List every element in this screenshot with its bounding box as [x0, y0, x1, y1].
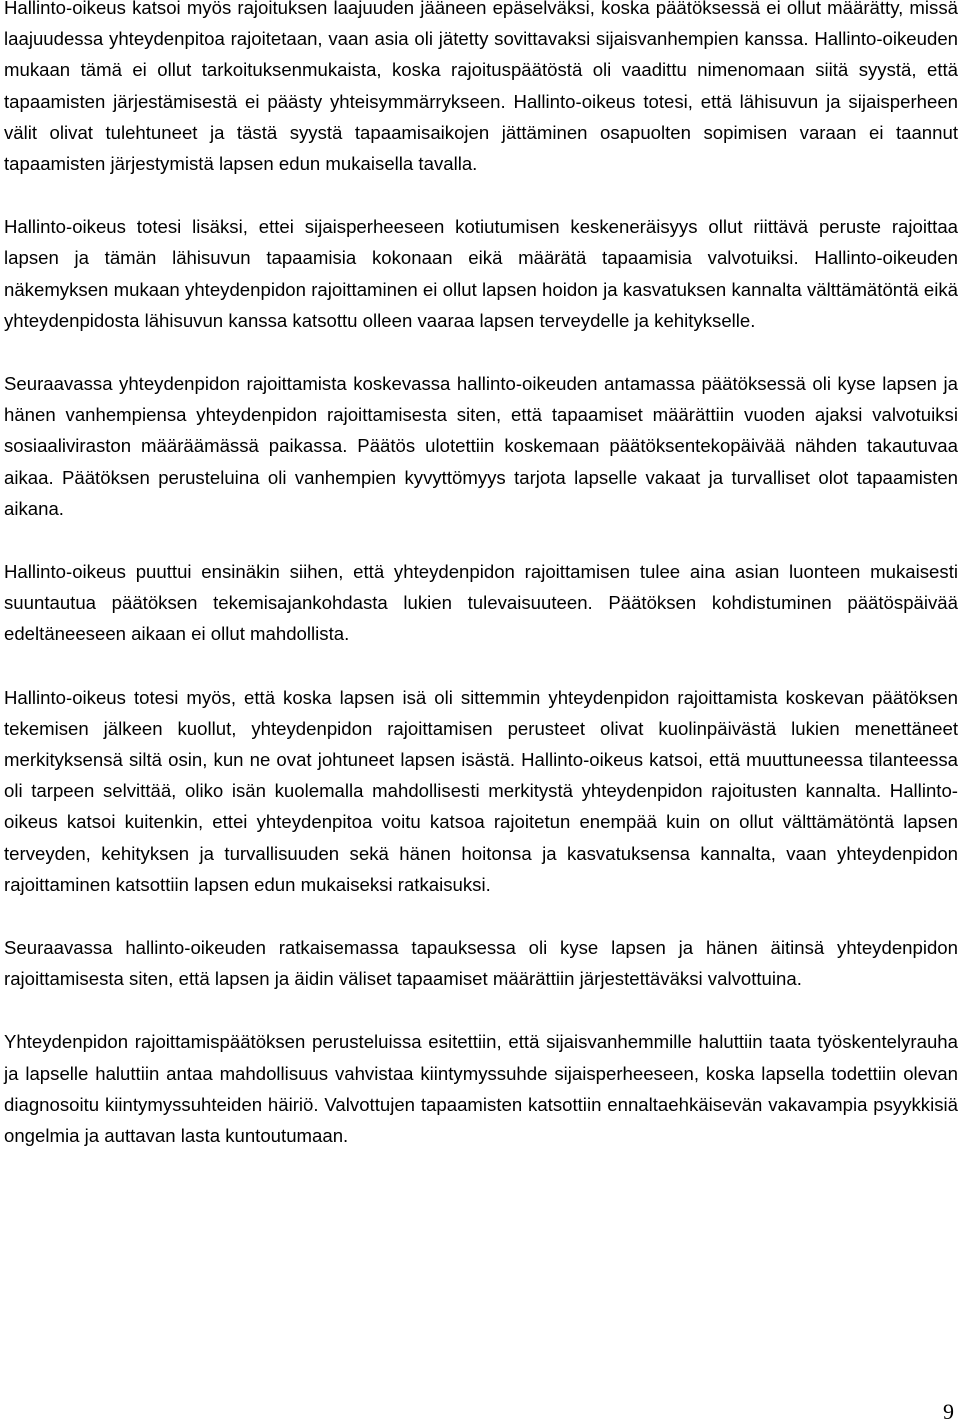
paragraph-7: Yhteydenpidon rajoittamispäätöksen perusteluissa esitettiin, että sijaisvanhemmille haluttiin taata työskentelyrauha ja lapselle haluttiin antaa mahdollisuus vahvistaa kiintymyssuhde sijaisperheeseen, koska lapsella todettiin olevan diagnosoitu kiintymyssuhteiden häiriö. Valvottujen tapaamisten katsottiin ennaltaehkäisevän vakavampia psyykkisiä ongelmia ja auttavan lasta kuntoutumaan.: [4, 1031, 958, 1147]
paragraph-6: Seuraavassa hallinto-oikeuden ratkaisemassa tapauksessa oli kyse lapsen ja hänen äitinsä yhteydenpidon rajoittamisesta siten, että lapsen ja äidin väliset tapaamiset määrättiin järjestettäväksi valvottuina.: [4, 937, 958, 990]
paragraph-3: Seuraavassa yhteydenpidon rajoittamista koskevassa hallinto-oikeuden antamassa päätöksessä oli kyse lapsen ja hänen vanhempiensa yhteydenpidon rajoittamisesta siten, että tapaamiset määrättiin vuoden ajaksi valvotuiksi sosiaaliviraston määräämässä paikassa. Päätös ulotettiin koskemaan päätöksentekopäivää nähden takautuvaa aikaa. Päätöksen perusteluina oli vanhempien kyvyttömyys tarjota lapselle vakaat ja turvalliset olot tapaamisten aikana.: [4, 373, 958, 519]
page-number: 9: [943, 1399, 954, 1424]
paragraph-4: Hallinto-oikeus puuttui ensinäkin siihen, että yhteydenpidon rajoittamisen tulee aina asian luonteen mukaisesti suuntautua päätöksen tekemisajankohdasta lukien tulevaisuuteen. Päätöksen kohdistuminen päätöspäivää edeltäneeseen aikaan ei ollut mahdollista.: [4, 561, 958, 645]
document-page: [4, 0, 958, 1183]
paragraph-2: Hallinto-oikeus totesi lisäksi, ettei sijaisperheeseen kotiutumisen keskeneräisyys ollut riittävä peruste rajoittaa lapsen ja tämän lähisuvun tapaamisia kokonaan eikä määrätä tapaamisia valvotuiksi. Hallinto-oikeuden näkemyksen mukaan yhteydenpidon rajoittaminen ei ollut lapsen hoidon ja kasvatuksen kannalta välttämätöntä eikä yhteydenpidosta lähisuvun kanssa katsottu olleen vaaraa lapsen terveydelle ja kehitykselle.: [4, 216, 958, 331]
paragraph-1: Hallinto-oikeus katsoi myös rajoituksen laajuuden jääneen epäselväksi, koska päätöksessä ei ollut määrätty, missä laajuudessa yhteydenpitoa rajoitetaan, vaan asia oli jätetty sovittavaksi sijaisvanhempien kanssa. Hallinto-oikeuden mukaan tämä ei ollut tarkoituksenmukaista, koska rajoituspäätöstä oli vaadittu nimenomaan siitä syystä, että tapaamisten järjestämisestä ei päästy yhteisymmärrykseen. Hallinto-oikeus totesi, että lähisuvun ja sijaisperheen välit olivat tulehtuneet ja tästä syystä tapaamisaikojen jättäminen osapuolten sopimisen varaan ei taannut tapaamisten järjestymistä lapsen edun mukaisella tavalla.: [4, 0, 958, 175]
paragraph-5: Hallinto-oikeus totesi myös, että koska lapsen isä oli sittemmin yhteydenpidon rajoittamista koskevan päätöksen tekemisen jälkeen kuollut, yhteydenpidon rajoittamisen perusteet olivat kuolinpäivästä lukien menettäneet merkityksensä siltä osin, kun ne ovat johtuneet lapsen isästä. Hallinto-oikeus katsoi, että muuttuneessa tilanteessa oli tarpeen selvittää, oliko isän kuolemalla mahdollisesti merkitystä yhteydenpidon rajoitusten kannalta. Hallinto-oikeus katsoi kuitenkin, ettei yhteydenpitoa voitu katsoa rajoitetun enempää kuin on ollut välttämätöntä lapsen terveyden, kehityksen ja turvallisuuden sekä hänen hoitonsa ja kasvatuksensa kannalta, vaan yhteydenpidon rajoittaminen katsottiin lapsen edun mukaiseksi ratkaisuksi.: [4, 686, 958, 895]
